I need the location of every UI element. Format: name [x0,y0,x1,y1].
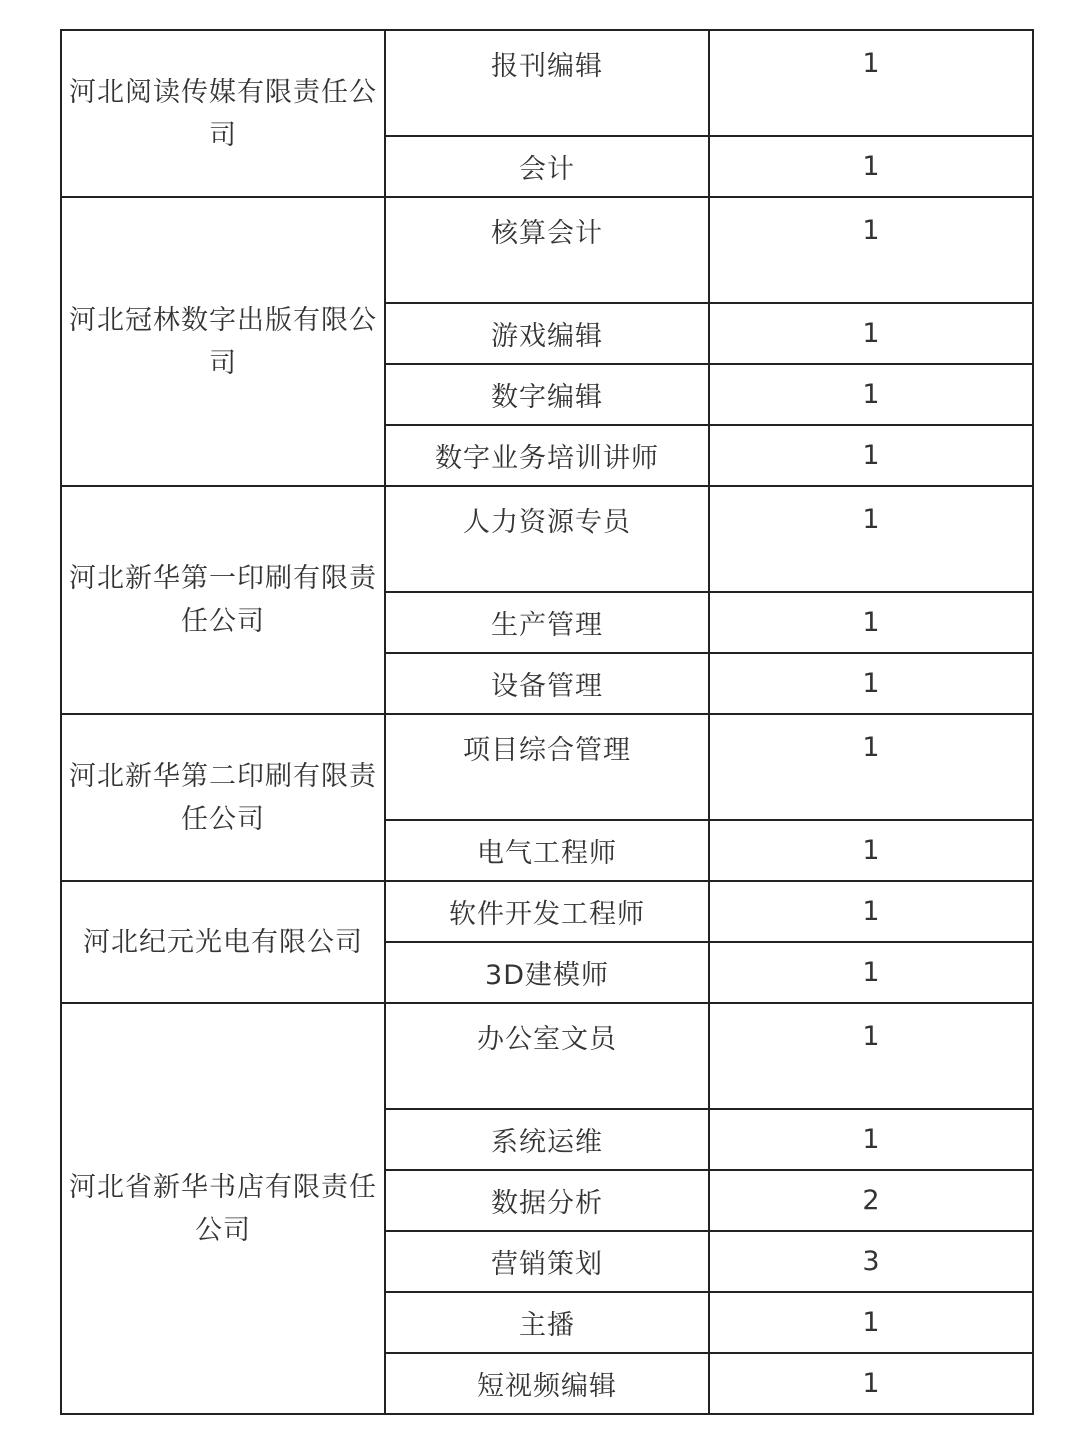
position-count: 1 [709,425,1033,486]
position-count: 1 [709,1109,1033,1170]
position-title: 数据分析 [385,1170,709,1231]
position-title: 会计 [385,136,709,197]
position-count: 1 [709,1353,1033,1414]
position-count: 1 [709,1292,1033,1353]
position-count: 1 [709,136,1033,197]
company-name: 河北阅读传媒有限责任公司 [61,30,385,197]
position-count: 1 [709,820,1033,881]
position-count: 1 [709,592,1033,653]
table-row [61,714,1033,820]
position-count: 1 [709,881,1033,942]
table-row [61,881,1033,942]
position-title: 主播 [385,1292,709,1353]
position-title: 数字编辑 [385,364,709,425]
position-count: 1 [709,30,1033,136]
position-title: 游戏编辑 [385,303,709,364]
position-title: 数字业务培训讲师 [385,425,709,486]
table-row [61,30,1033,136]
company-name: 河北新华第二印刷有限责任公司 [61,714,385,881]
company-name: 河北纪元光电有限公司 [61,881,385,1003]
company-name: 河北省新华书店有限责任公司 [61,1003,385,1414]
recruitment-table [60,29,1034,1415]
position-title: 生产管理 [385,592,709,653]
position-title: 3D建模师 [385,942,709,1003]
position-count: 1 [709,303,1033,364]
position-count: 1 [709,197,1033,303]
company-name: 河北新华第一印刷有限责任公司 [61,486,385,714]
position-title: 核算会计 [385,197,709,303]
position-title: 人力资源专员 [385,486,709,592]
position-title: 电气工程师 [385,820,709,881]
table-row [61,486,1033,592]
position-title: 办公室文员 [385,1003,709,1109]
company-name: 河北冠林数字出版有限公司 [61,197,385,486]
table-row [61,197,1033,303]
position-count: 1 [709,364,1033,425]
position-count: 3 [709,1231,1033,1292]
position-title: 营销策划 [385,1231,709,1292]
position-count: 1 [709,486,1033,592]
table-row [61,1003,1033,1109]
position-count: 1 [709,714,1033,820]
position-title: 软件开发工程师 [385,881,709,942]
position-title: 项目综合管理 [385,714,709,820]
position-count: 2 [709,1170,1033,1231]
position-title: 设备管理 [385,653,709,714]
position-title: 系统运维 [385,1109,709,1170]
position-count: 1 [709,653,1033,714]
position-count: 1 [709,942,1033,1003]
position-title: 报刊编辑 [385,30,709,136]
position-count: 1 [709,1003,1033,1109]
position-title: 短视频编辑 [385,1353,709,1414]
